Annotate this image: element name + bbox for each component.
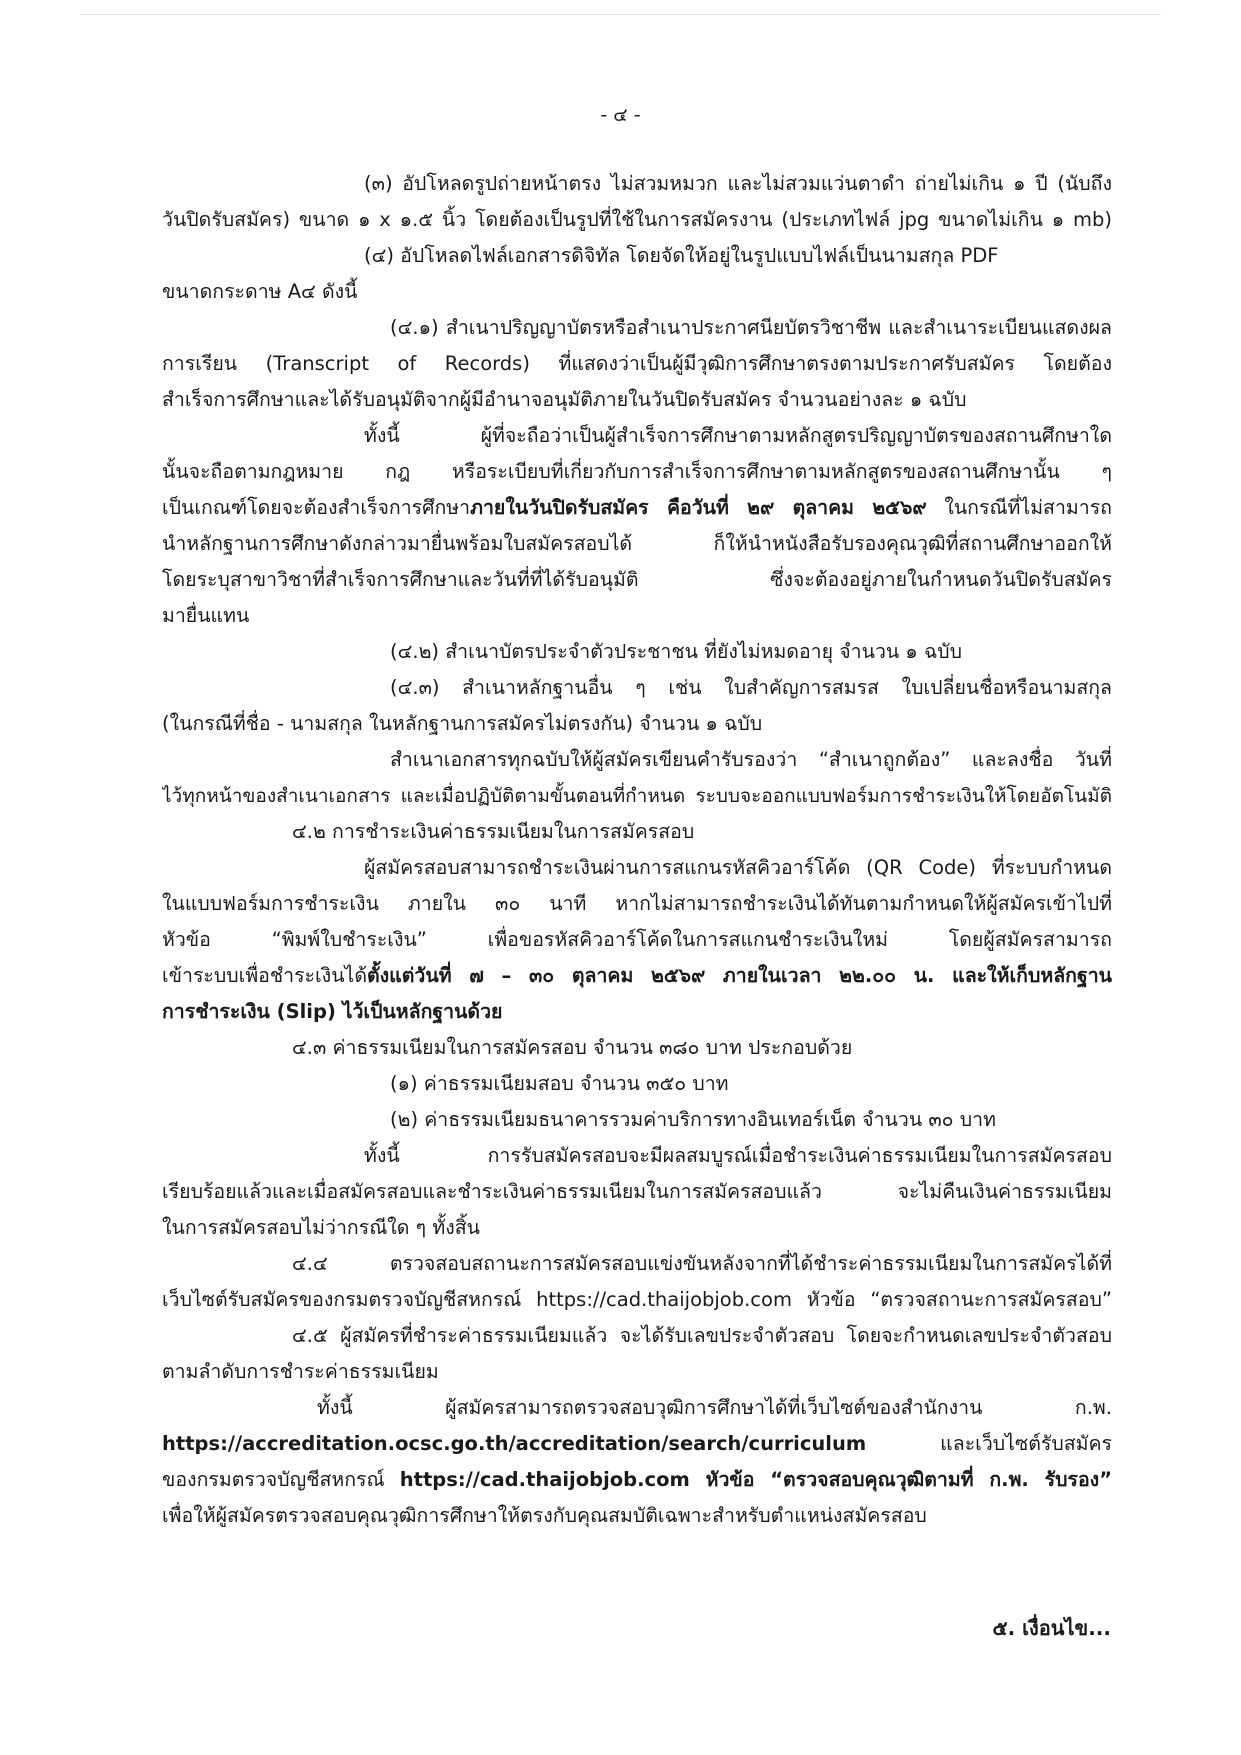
fee-item: (๑) ค่าธรรมเนียมสอบ จำนวน ๓๕๐ บาท bbox=[390, 1072, 729, 1095]
text-line: การชำระเงิน (Slip) ไว้เป็นหลักฐานด้วย bbox=[162, 1000, 503, 1023]
text-line: เรียบร้อยแล้วและเมื่อสมัครสอบและชำระเงินค่าธรรมเนียมในการสมัครสอบแล้ว จะไม่คืนเงินค่าธรรมเนียม bbox=[162, 1180, 1112, 1203]
cad-url: https://cad.thaijobjob.com หัวข้อ “ตรวจสอบคุณวุฒิตามที่ ก.พ. รับรอง” bbox=[399, 1468, 1112, 1491]
text-line: ในแบบฟอร์มการชำระเงิน ภายใน ๓๐ นาที หากไม่สามารถชำระเงินได้ทันตามกำหนดให้ผู้สมัครเข้าไปที่ bbox=[162, 892, 1112, 915]
section-heading: ๔.๕ ผู้สมัครที่ชำระค่าธรรมเนียมแล้ว จะได้รับเลขประจำตัวสอบ โดยจะกำหนดเลขประจำตัวสอบ bbox=[292, 1324, 1112, 1347]
text-line bbox=[162, 1426, 1112, 1462]
text-line: หัวข้อ “พิมพ์ใบชำระเงิน” เพื่อขอรหัสคิวอาร์โค้ดในการสแกนชำระเงินใหม่ โดยผู้สมัครสามารถ bbox=[162, 928, 1112, 951]
text-line: ขนาดกระดาษ A๔ ดังนี้ bbox=[162, 280, 358, 303]
text-line: (๔.๒) สำเนาบัตรประจำตัวประชาชน ที่ยังไม่หมดอายุ จำนวน ๑ ฉบับ bbox=[390, 640, 963, 663]
text-span: เข้าระบบเพื่อชำระเงินได้ bbox=[162, 964, 367, 987]
text-line: นั้นจะถือตามกฎหมาย กฎ หรือระเบียบที่เกี่ยวกับการสำเร็จการศึกษาตามหลักสูตรของสถานศึกษานั้น ๆ bbox=[162, 460, 1112, 483]
section-heading: ๔.๒ การชำระเงินค่าธรรมเนียมในการสมัครสอบ bbox=[292, 820, 695, 843]
text-line: ผู้สมัครสอบสามารถชำระเงินผ่านการสแกนรหัสคิวอาร์โค้ด (QR Code) ที่ระบบกำหนด bbox=[364, 856, 1112, 879]
text-line: สำเนาเอกสารทุกฉบับให้ผู้สมัครเขียนคำรับรองว่า “สำเนาถูกต้อง” และลงชื่อ วันที่ bbox=[390, 748, 1112, 771]
text-line: เพื่อให้ผู้สมัครตรวจสอบคุณวุฒิการศึกษาให้ตรงกับคุณสมบัติเฉพาะสำหรับตำแหน่งสมัครสอบ bbox=[162, 1504, 927, 1527]
payment-period-text: ตั้งแต่วันที่ ๗ – ๓๐ ตุลาคม ๒๕๖๙ ภายในเวลา ๒๒.๐๐ น. และให้เก็บหลักฐาน bbox=[367, 964, 1112, 987]
top-border bbox=[80, 14, 1161, 15]
fee-item: (๒) ค่าธรรมเนียมธนาคารรวมค่าบริการทางอินเทอร์เน็ต จำนวน ๓๐ บาท bbox=[390, 1108, 996, 1131]
text-line: (ในกรณีที่ชื่อ - นามสกุล ในหลักฐานการสมัครไม่ตรงกัน) จำนวน ๑ ฉบับ bbox=[162, 712, 763, 735]
text-line: ตามลำดับการชำระค่าธรรมเนียม bbox=[162, 1360, 439, 1383]
text-span: ในกรณีที่ไม่สามารถ bbox=[926, 496, 1112, 519]
text-line: ทั้งนี้ การรับสมัครสอบจะมีผลสมบูรณ์เมื่อชำระเงินค่าธรรมเนียมในการสมัครสอบ bbox=[364, 1144, 1112, 1167]
text-span: และเว็บไซต์รับสมัคร bbox=[866, 1432, 1112, 1455]
text-line: นำหลักฐานการศึกษาดังกล่าวมายื่นพร้อมใบสมัครสอบได้ ก็ให้นำหนังสือรับรองคุณวุฒิที่สถานศึกษาออกให้ bbox=[162, 532, 1112, 555]
text-line: (๔) อัปโหลดไฟล์เอกสารดิจิทัล โดยจัดให้อยู่ในรูปแบบไฟล์เป็นนามสกุล PDF bbox=[364, 244, 999, 267]
text-line: ไว้ทุกหน้าของสำเนาเอกสาร และเมื่อปฏิบัติตามขั้นตอนที่กำหนด ระบบจะออกแบบฟอร์มการชำระเงินให้โดยอัตโนมัติ bbox=[162, 785, 1112, 807]
text-line: ทั้งนี้ ผู้สมัครสามารถตรวจสอบวุฒิการศึกษาได้ที่เว็บไซต์ของสำนักงาน ก.พ. bbox=[317, 1396, 1112, 1419]
ocsc-url: https://accreditation.ocsc.go.th/accreditation/search/curriculum bbox=[162, 1432, 867, 1455]
text-line: สำเร็จการศึกษาและได้รับอนุมัติจากผู้มีอำนาจอนุมัติภายในวันปิดรับสมัคร จำนวนอย่างละ ๑ ฉบับ bbox=[162, 388, 967, 411]
text-line: (๔.๓) สำเนาหลักฐานอื่น ๆ เช่น ใบสำคัญการสมรส ใบเปลี่ยนชื่อหรือนามสกุล bbox=[390, 676, 1112, 699]
text-line: มายื่นแทน bbox=[162, 604, 250, 627]
next-section-ref: ๕. เงื่อนไข... bbox=[992, 1616, 1111, 1640]
page-number: - ๔ - bbox=[600, 104, 641, 126]
text-span: ของกรมตรวจบัญชีสหกรณ์ bbox=[162, 1468, 400, 1491]
text-line: เว็บไซต์รับสมัครของกรมตรวจบัญชีสหกรณ์ https://cad.thaijobjob.com หัวข้อ “ตรวจสถานะการสมัครสอบ” bbox=[162, 1288, 1112, 1311]
deadline-text: ภายในวันปิดรับสมัคร คือวันที่ ๒๙ ตุลาคม ๒๕๖๙ bbox=[470, 496, 927, 519]
text-line: ทั้งนี้ ผู้ที่จะถือว่าเป็นผู้สำเร็จการศึกษาตามหลักสูตรปริญญาบัตรของสถานศึกษาใด bbox=[364, 424, 1112, 447]
text-line bbox=[162, 958, 1112, 994]
text-line: (๔.๑) สำเนาปริญญาบัตรหรือสำเนาประกาศนียบัตรวิชาชีพ และสำเนาระเบียนแสดงผล bbox=[390, 316, 1112, 339]
text-line: วันปิดรับสมัคร) ขนาด ๑ x ๑.๕ นิ้ว โดยต้องเป็นรูปที่ใช้ในการสมัครงาน (ประเภทไฟล์ jpg ขนาดไม่เกิน ๑ mb) bbox=[162, 208, 1112, 231]
section-heading: ๔.๓ ค่าธรรมเนียมในการสมัครสอบ จำนวน ๓๘๐ บาท ประกอบด้วย bbox=[292, 1036, 853, 1059]
text-line bbox=[162, 490, 1112, 526]
text-span: เป็นเกณฑ์โดยจะต้องสำเร็จการศึกษา bbox=[162, 496, 471, 519]
section-heading: ๔.๔ ตรวจสอบสถานะการสมัครสอบแข่งขันหลังจากที่ได้ชำระค่าธรรมเนียมในการสมัครได้ที่ bbox=[292, 1252, 1112, 1275]
text-line bbox=[162, 1462, 1112, 1498]
text-line: การเรียน (Transcript of Records) ที่แสดงว่าเป็นผู้มีวุฒิการศึกษาตรงตามประกาศรับสมัคร โดยต้อง bbox=[162, 352, 1112, 375]
document-body bbox=[162, 166, 1112, 1534]
text-line: ในการสมัครสอบไม่ว่ากรณีใด ๆ ทั้งสิ้น bbox=[162, 1216, 480, 1239]
text-line: โดยระบุสาขาวิชาที่สำเร็จการศึกษาและวันที่ที่ได้รับอนุมัติ ซึ่งจะต้องอยู่ภายในกำหนดวันปิดรับสมัคร bbox=[162, 568, 1112, 591]
text-line: (๓) อัปโหลดรูปถ่ายหน้าตรง ไม่สวมหมวก และไม่สวมแว่นตาดำ ถ่ายไม่เกิน ๑ ปี (นับถึง bbox=[364, 172, 1112, 195]
